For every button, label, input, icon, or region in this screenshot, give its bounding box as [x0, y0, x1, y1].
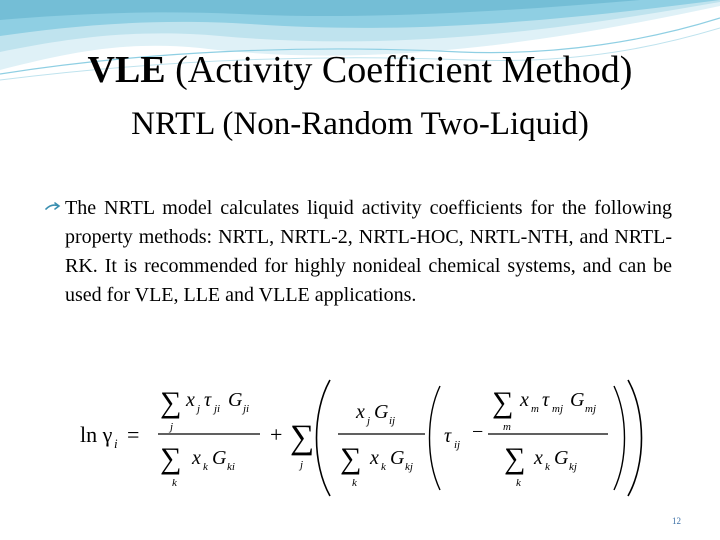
- eq-sum-1-den: ∑: [160, 442, 182, 475]
- eq-tau-sub-2: ij: [454, 439, 461, 451]
- eq-xm-sub: m: [531, 403, 539, 415]
- eq-xk-sub-3: k: [545, 461, 550, 473]
- eq-x-5: x: [520, 389, 529, 411]
- eq-x-4: x: [370, 447, 379, 469]
- eq-sum-5: ∑: [504, 442, 526, 475]
- eq-G-1: G: [228, 389, 243, 411]
- eq-minus: −: [472, 421, 484, 443]
- eq-x-2: x: [192, 447, 201, 469]
- eq-xj-sub-2: j: [367, 415, 371, 427]
- eq-G-sub-3: ij: [389, 415, 396, 427]
- eq-paren-right-outer: [628, 380, 642, 496]
- eq-sub-k-2: k: [352, 477, 357, 489]
- eq-paren-left-inner: [430, 386, 441, 490]
- eq-G-6: G: [554, 447, 569, 469]
- eq-plus: +: [270, 422, 283, 447]
- eq-sum-1-num: ∑: [160, 386, 182, 419]
- eq-sum-3: ∑: [340, 442, 362, 475]
- nrtl-equation-svg: [80, 372, 645, 502]
- eq-tau-1: τ: [204, 389, 212, 411]
- eq-sub-m: m: [503, 421, 511, 433]
- eq-tau-2: τ: [444, 425, 452, 447]
- eq-lhs: ln γ: [80, 422, 113, 447]
- eq-G-sub-5: mj: [585, 403, 596, 415]
- eq-G-3: G: [374, 401, 389, 423]
- eq-sum-4: ∑: [492, 386, 514, 419]
- slide-title-bold: VLE: [87, 49, 166, 91]
- eq-G-sub-4: kj: [405, 461, 413, 473]
- eq-tau-3: τ: [542, 389, 550, 411]
- eq-sub-j-1: j: [170, 421, 174, 433]
- eq-x-6: x: [534, 447, 543, 469]
- slide-subtitle: NRTL (Non-Random Two-Liquid): [131, 106, 589, 142]
- slide-title-rest: (Activity Coefficient Method): [165, 49, 633, 91]
- nrtl-equation: [80, 372, 645, 502]
- eq-lhs-sub: i: [114, 436, 118, 451]
- body-paragraph: The NRTL model calculates liquid activity coefficients for the following property methods: NRTL, NRTL-2, NRTL-HOC, NRTL-NTH, and NRTL-RK. It is recommended for highly nonideal chemical systems, and can be used for VLE, LLE and VLLE applications.: [65, 197, 672, 306]
- eq-xk-sub-1: k: [203, 461, 208, 473]
- eq-sub-j-2: j: [300, 459, 304, 471]
- eq-sub-k-3: k: [516, 477, 521, 489]
- slide-title: [0, 48, 720, 92]
- eq-tau-sub-3: mj: [552, 403, 563, 415]
- eq-tau-sub-1: ji: [214, 403, 221, 415]
- eq-G-sub-1: ji: [243, 403, 250, 415]
- eq-xk-sub-2: k: [381, 461, 386, 473]
- eq-sum-2: ∑: [290, 419, 315, 456]
- eq-x-3: x: [356, 401, 365, 423]
- eq-G-5: G: [570, 389, 585, 411]
- eq-x-1: x: [186, 389, 195, 411]
- eq-sub-k-1: k: [172, 477, 177, 489]
- eq-equals: =: [127, 422, 140, 447]
- eq-G-sub-2: ki: [227, 461, 235, 473]
- eq-paren-right-inner: [614, 386, 625, 490]
- arrow-bullet-icon: [44, 200, 62, 218]
- eq-G-4: G: [390, 447, 405, 469]
- page-number: 12: [672, 516, 681, 526]
- eq-G-2: G: [212, 447, 227, 469]
- eq-xj-sub-1: j: [197, 403, 201, 415]
- eq-G-sub-6: kj: [569, 461, 577, 473]
- eq-paren-left-outer: [317, 380, 331, 496]
- body-text-block: [44, 194, 672, 310]
